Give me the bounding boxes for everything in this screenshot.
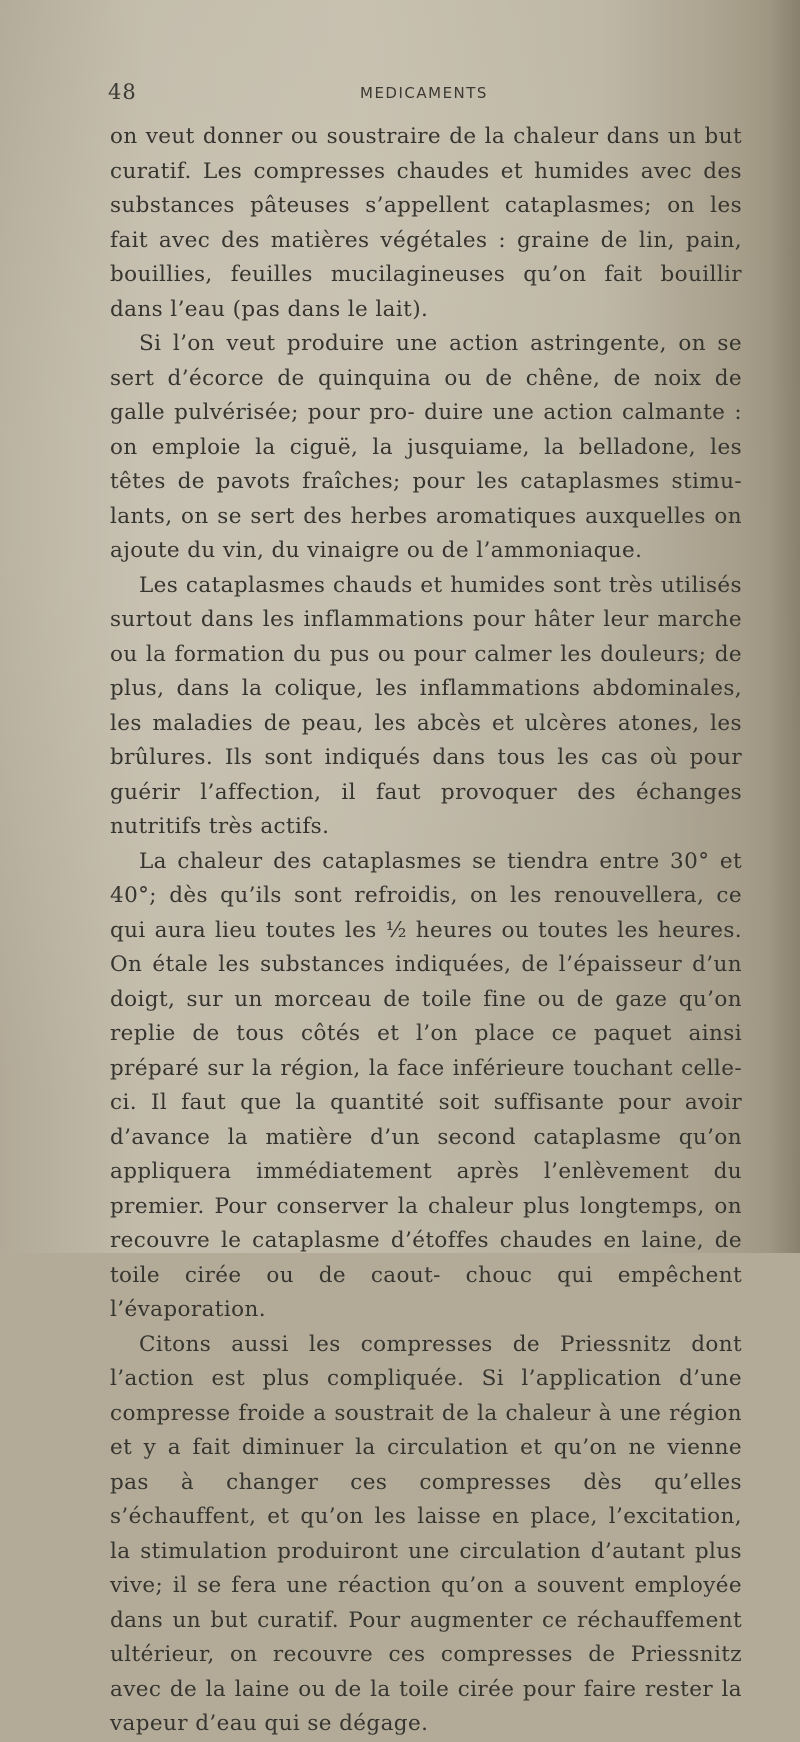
paragraph-uses: Les cataplasmes chauds et humides sont très utilisés surtout dans les inflammations pour hâter leur marche ou la formation du pus ou pour calmer les douleurs; de plus, dans la colique, les inflammations abdominales, les maladies de peau, les abcès et ulcères atones, les brûlures. Ils sont indiqués dans tous les cas où pour guérir l’affection, il faut provoquer des échanges nutritifs très actifs. xyxy=(110,572,742,839)
page-header xyxy=(108,80,608,108)
paragraph-astringent: Si l’on veut produire une action astringente, on se sert d’écorce de quinquina ou de chêne, de noix de galle pulvérisée; pour pro- duire une action calmante : on emploie la ciguë, la jusquiame, la belladone, les têtes de pavots fraîches; pour les cataplasmes stimu- lants, on se sert des herbes aromatiques auxquelles on ajoute du vin, du vinaigre ou de l’ammoniaque. xyxy=(110,331,742,563)
running-head: MEDICAMENTS xyxy=(360,84,488,102)
paragraph-priessnitz: Citons aussi les compresses de Priessnitz dont l’action est plus compliquée. Si l’application d’une compresse froide a soustrait de la chaleur à une région et y a fait diminuer la circulation et qu’on ne vienne pas à changer ces compresses dès qu’elles s’échauffent, et qu’on les laisse en place, l’excitation, la stimulation produiront une circulation d’autant plus vive; il se fera une réaction qu’on a souvent employée dans un but curatif. Pour augmenter ce réchauffement ultérieur, on recouvre ces compresses de Priessnitz avec de la laine ou de la toile cirée pour faire rester la vapeur d’eau qui se dégage. xyxy=(110,1331,742,1736)
paragraph-temperature: La chaleur des cataplasmes se tiendra entre 30° et 40°; dès qu’ils sont refroidis, on les renouvellera, ce qui aura lieu toutes les ½ heures ou toutes les heures. On étale les substances indiquées, de l’épaisseur d’un doigt, sur un morceau de toile fine ou de gaze qu’on replie de tous côtés et l’on place ce paquet ainsi préparé sur la région, la face inférieure touchant celle-ci. Il faut que la quantité soit suffisante pour avoir d’avance la matière d’un second cataplasme qu’on appliquera immédiatement après l’enlèvement du premier. Pour conserver la chaleur plus longtemps, on recouvre le cataplasme d’étoffes chaudes en laine, de toile cirée ou de caout- chouc qui empêchent l’évaporation. xyxy=(110,848,742,1322)
page-number: 48 xyxy=(108,80,137,104)
paragraph-continuation: on veut donner ou soustraire de la chaleur dans un but curatif. Les compresses chaudes et humides avec des substances pâteuses s’appellent cataplasmes; on les fait avec des matières végétales : graine de lin, pain, bouillies, feuilles mucilagineuses qu’on fait bouillir dans l’eau (pas dans le lait). xyxy=(110,124,742,322)
page-edge-shadow xyxy=(770,0,800,1253)
body-text xyxy=(110,120,742,1742)
